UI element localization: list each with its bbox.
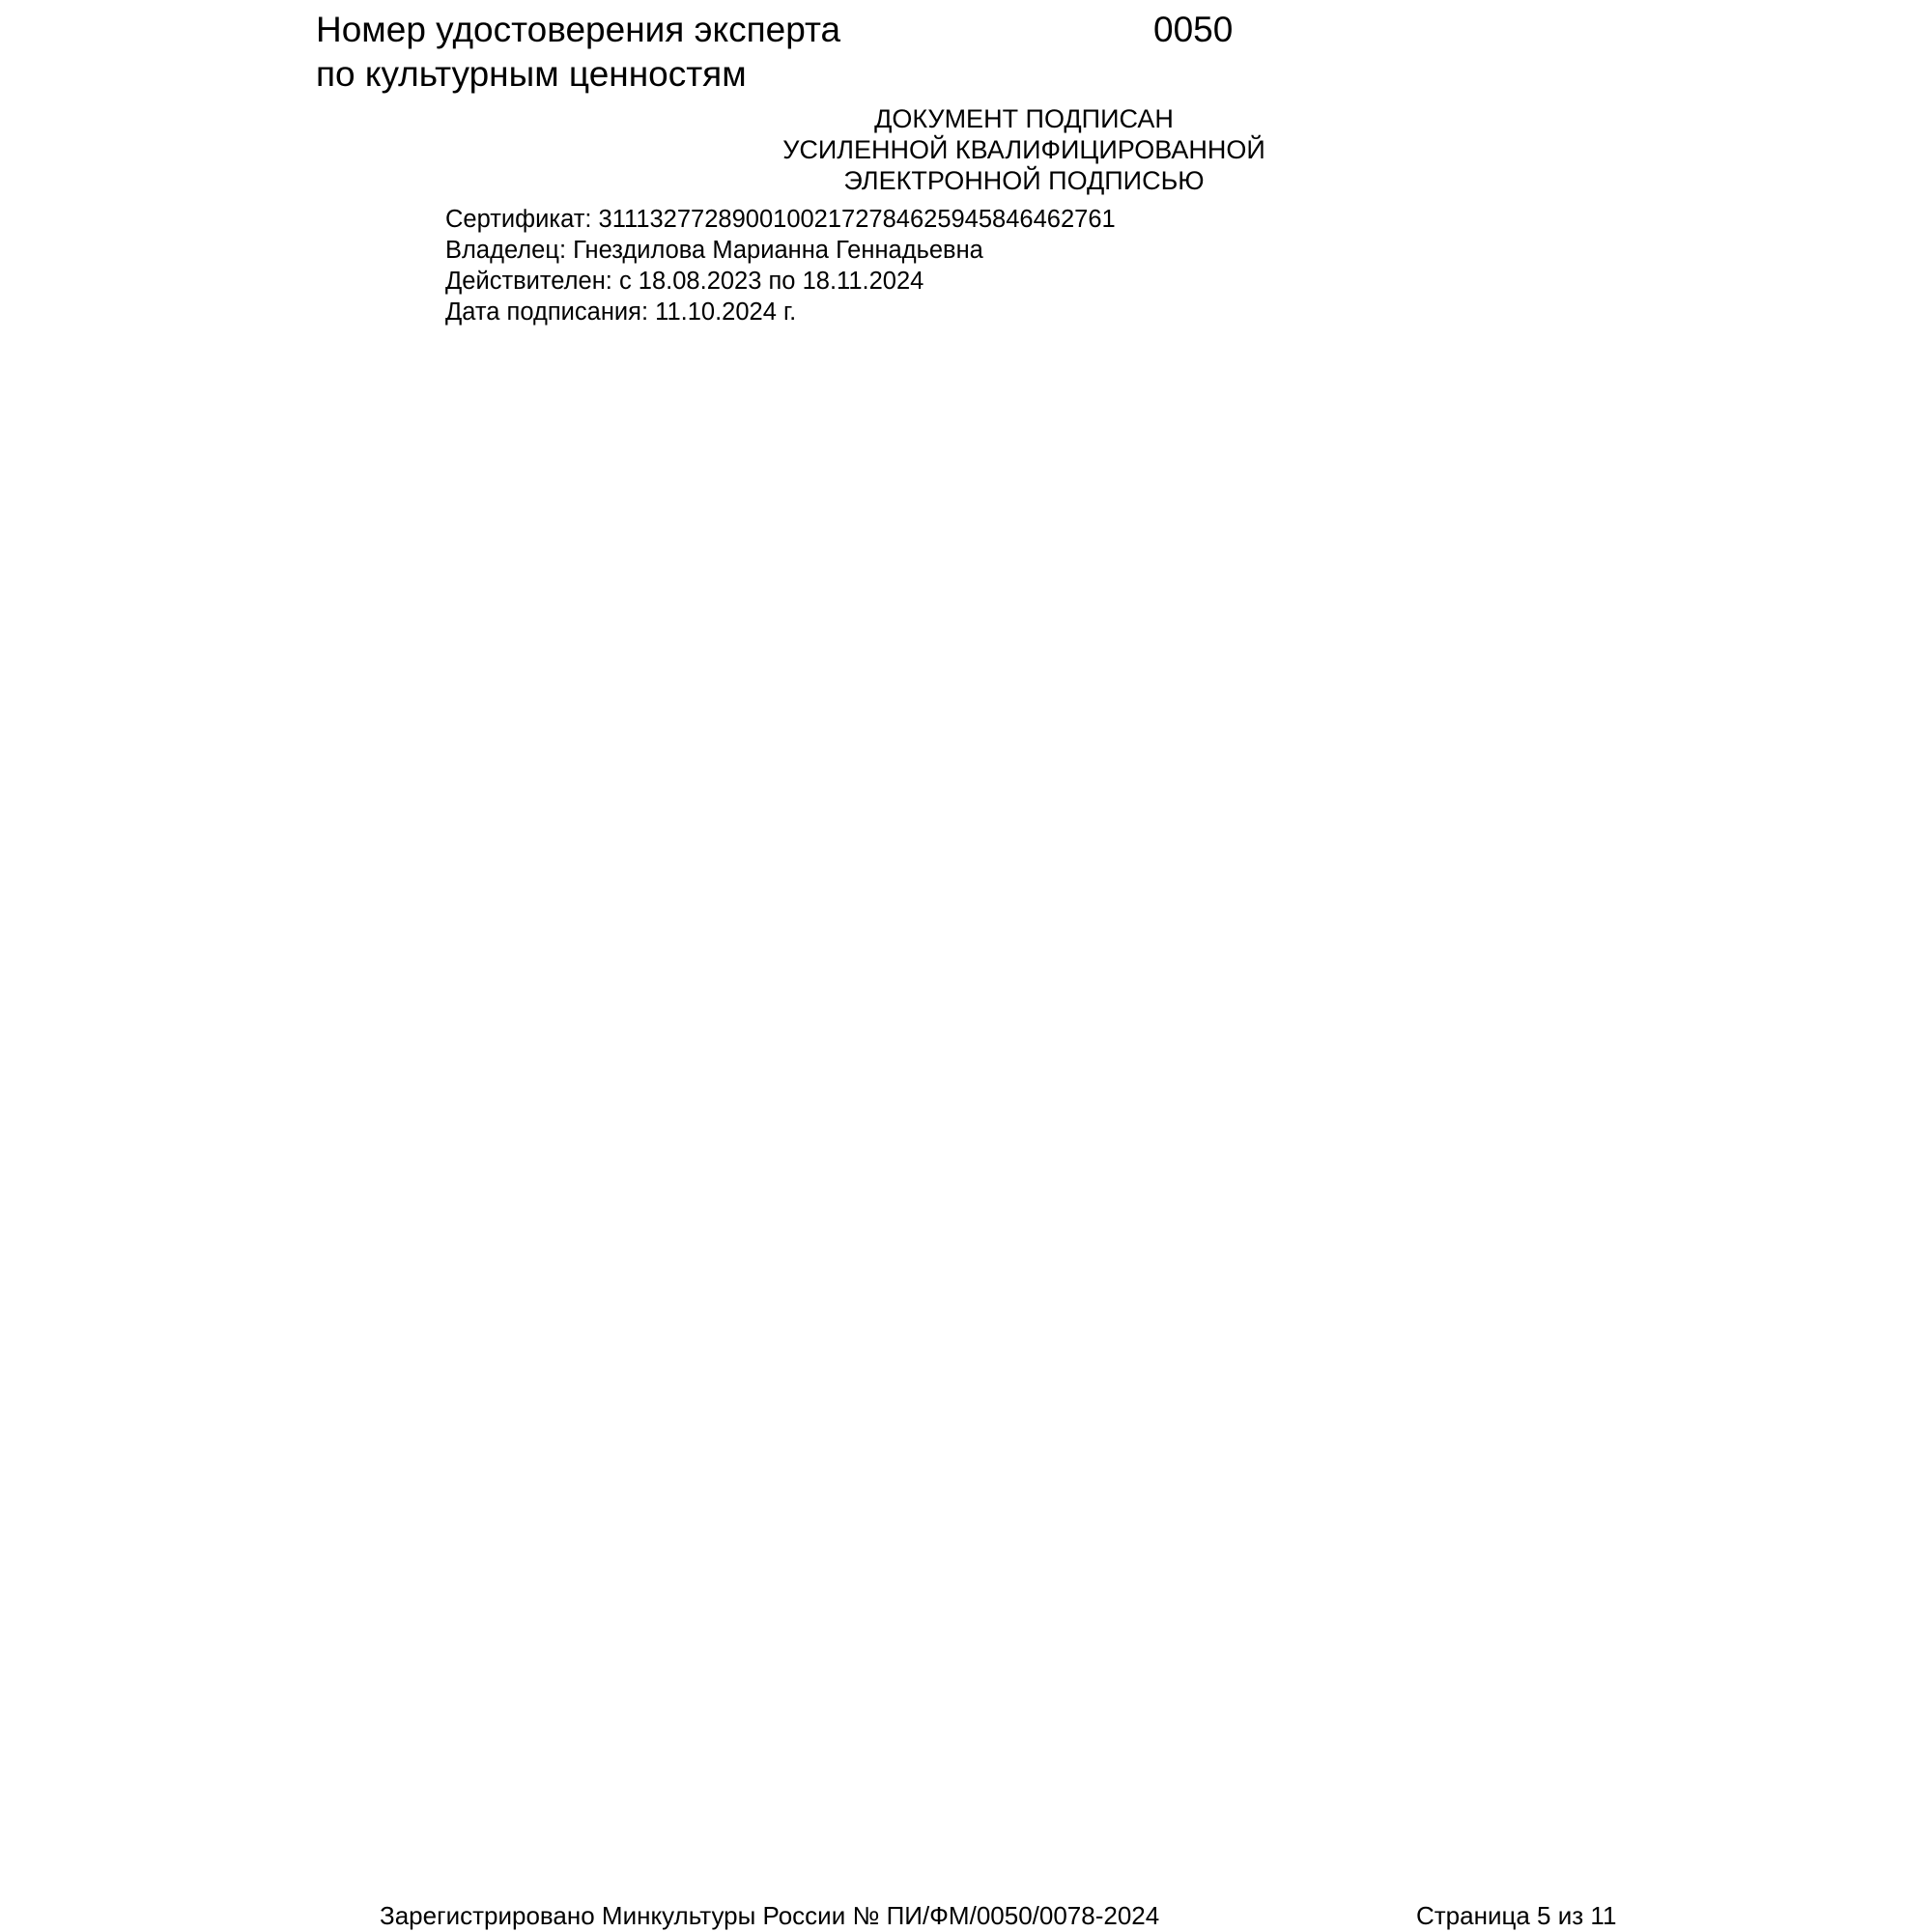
- footer-page-number: Страница 5 из 11: [1416, 1901, 1617, 1930]
- signature-owner: Владелец: Гнездилова Марианна Геннадьевна: [445, 237, 983, 264]
- signature-certificate: Сертификат: 311132772890010021727846259458464627​61: [445, 206, 1116, 233]
- expert-certificate-label: [316, 8, 840, 97]
- expert-certificate-number: 0050: [1153, 10, 1234, 49]
- signature-validity: Действителен: с 18.08.2023 по 18.11.2024: [445, 268, 924, 295]
- signature-title-line2: УСИЛЕННОЙ КВАЛИФИЦИРОВАННОЙ: [782, 135, 1265, 164]
- expert-label-line1: Номер удостоверения эксперта: [316, 10, 841, 49]
- signature-title-line3: ЭЛЕКТРОННОЙ ПОДПИСЬЮ: [843, 166, 1205, 195]
- expert-label-line2: по культурным ценностям: [316, 54, 747, 94]
- footer-registration: Зарегистрировано Минкультуры России № ПИ/ФМ/0050/0078-2024: [380, 1901, 1160, 1930]
- signature-date: Дата подписания: 11.10.2024 г.: [445, 298, 797, 326]
- signature-title-line1: ДОКУМЕНТ ПОДПИСАН: [874, 104, 1174, 133]
